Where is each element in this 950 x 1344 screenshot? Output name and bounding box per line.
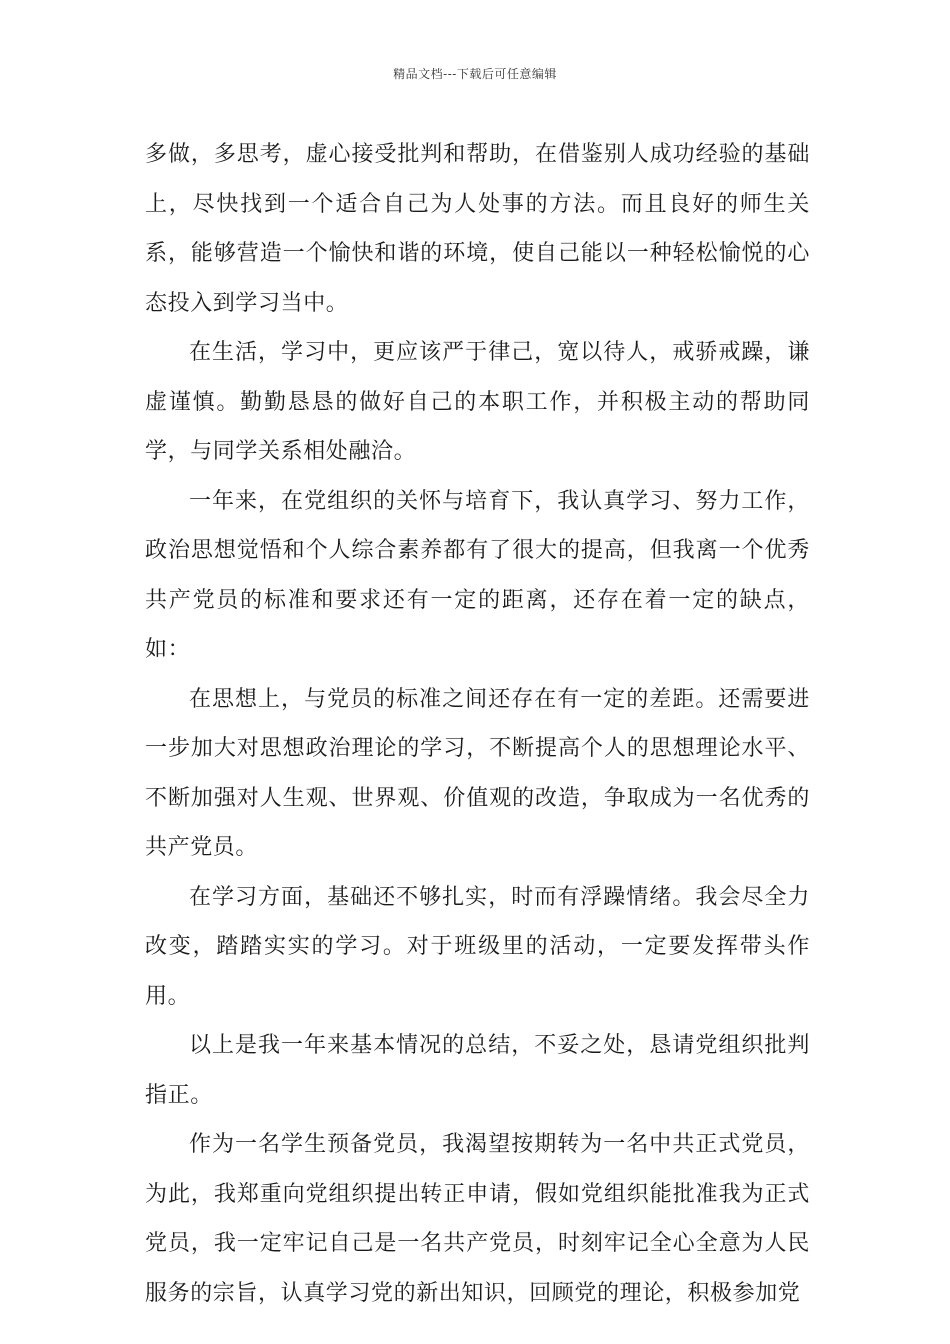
paragraph-study-aspect: 在学习方面，基础还不够扎实，时而有浮躁情绪。我会尽全力改变，踏踏实实的学习。对于班级里的活动，一定要发挥带头作用。 — [145, 884, 810, 1009]
paragraph-continuation: 多做，多思考，虚心接受批判和帮助，在借鉴别人成功经验的基础上，尽快找到一个适合自己为人处事的方法。而且良好的师生关系，能够营造一个愉快和谐的环境，使自己能以一种轻松愉悦的心态投入到学习当中。 — [145, 142, 810, 316]
paragraph-year-review: 一年来，在党组织的关怀与培育下，我认真学习、努力工作，政治思想觉悟和个人综合素养都有了很大的提高，但我离一个优秀共产党员的标准和要求还有一定的距离，还存在着一定的缺点，如： — [145, 488, 810, 662]
paragraph-summary: 以上是我一年来基本情况的总结，不妥之处，恳请党组织批判指正。 — [145, 1033, 810, 1108]
document-body — [145, 130, 810, 1318]
page-header: 精品文档---下载后可任意编辑 — [393, 67, 557, 81]
paragraph-application: 作为一名学生预备党员，我渴望按期转为一名中共正式党员，为此，我郑重向党组织提出转正申请，假如党组织能批准我为正式党员，我一定牢记自己是一名共产党员，时刻牢记全心全意为人民服务的宗旨，认真学习党的新出知识，回顾党的理论，积极参加党 — [145, 1132, 810, 1306]
paragraph-ideology-gap: 在思想上，与党员的标准之间还存在有一定的差距。还需要进一步加大对思想政治理论的学习，不断提高个人的思想理论水平、不断加强对人生观、世界观、价值观的改造，争取成为一名优秀的共产党员。 — [145, 686, 810, 860]
paragraph-life-study: 在生活，学习中，更应该严于律己，宽以待人，戒骄戒躁，谦虚谨慎。勤勤恳恳的做好自己的本职工作，并积极主动的帮助同学，与同学关系相处融洽。 — [145, 340, 810, 464]
